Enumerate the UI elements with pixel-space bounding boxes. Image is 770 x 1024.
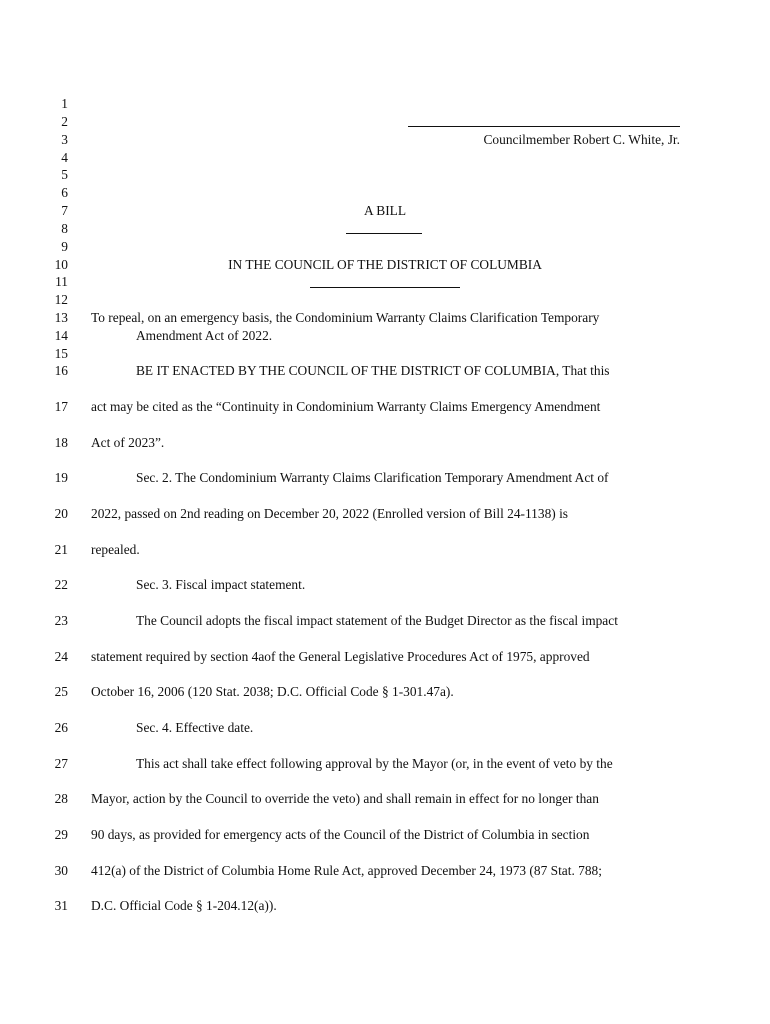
body-line-25: October 16, 2006 (120 Stat. 2038; D.C. Official Code § 1-301.47a).: [91, 684, 454, 699]
line-number-11: 11: [55, 274, 68, 289]
bill-title: A BILL: [363, 203, 407, 218]
line-number-31: 31: [54, 898, 68, 913]
body-line-20: 2022, passed on 2nd reading on December 20, 2022 (Enrolled version of Bill 24-1138) is: [91, 506, 569, 521]
body-line-22: Sec. 3. Fiscal impact statement.: [136, 577, 306, 592]
line-number-14: 14: [54, 328, 68, 343]
line-number-25: 25: [54, 684, 68, 699]
line-number-23: 23: [54, 613, 68, 628]
line-number-8: 8: [61, 221, 68, 236]
body-line-30: 412(a) of the District of Columbia Home Rule Act, approved December 24, 1973 (87 Stat. 788;: [91, 863, 602, 878]
line-number-10: 10: [54, 257, 68, 272]
line-number-5: 5: [61, 167, 68, 182]
council-heading: IN THE COUNCIL OF THE DISTRICT OF COLUMBIA: [228, 257, 542, 272]
sponsor-signature-rule: [408, 126, 680, 127]
body-line-23: The Council adopts the fiscal impact statement of the Budget Director as the fiscal impact: [136, 613, 618, 628]
line-number-13: 13: [54, 310, 68, 325]
body-line-17: act may be cited as the “Continuity in Condominium Warranty Claims Emergency Amendment: [91, 399, 601, 414]
line-number-26: 26: [54, 720, 68, 735]
long-title-line-1: To repeal, on an emergency basis, the Condominium Warranty Claims Clarification Temporary: [91, 310, 600, 325]
line-number-22: 22: [54, 577, 68, 592]
line-number-16: 16: [54, 363, 68, 378]
body-line-16: BE IT ENACTED BY THE COUNCIL OF THE DISTRICT OF COLUMBIA, That this: [136, 363, 610, 378]
line-number-4: 4: [61, 150, 68, 165]
line-number-1: 1: [61, 96, 68, 111]
line-number-3: 3: [61, 132, 68, 147]
body-line-29: 90 days, as provided for emergency acts of the Council of the District of Columbia in section: [91, 827, 590, 842]
line-number-6: 6: [61, 185, 68, 200]
body-line-21: repealed.: [91, 542, 140, 557]
body-line-18: Act of 2023”.: [91, 435, 165, 450]
line-number-30: 30: [54, 863, 68, 878]
body-line-24: statement required by section 4aof the General Legislative Procedures Act of 1975, approved: [91, 649, 590, 664]
line-number-18: 18: [54, 435, 68, 450]
line-number-20: 20: [54, 506, 68, 521]
body-line-26: Sec. 4. Effective date.: [136, 720, 254, 735]
body-line-27: This act shall take effect following approval by the Mayor (or, in the event of veto by the: [136, 756, 613, 771]
council-heading-rule: [310, 287, 460, 288]
line-number-19: 19: [54, 470, 68, 485]
line-number-21: 21: [54, 542, 68, 557]
bill-number-rule: [346, 233, 422, 234]
body-line-31: D.C. Official Code § 1-204.12(a)).: [91, 898, 277, 913]
line-number-15: 15: [54, 346, 68, 361]
line-number-24: 24: [54, 649, 68, 664]
line-number-29: 29: [54, 827, 68, 842]
body-line-19: Sec. 2. The Condominium Warranty Claims Clarification Temporary Amendment Act of: [136, 470, 609, 485]
line-number-9: 9: [61, 239, 68, 254]
long-title-line-2: Amendment Act of 2022.: [136, 328, 273, 343]
sponsor-name: Councilmember Robert C. White, Jr.: [483, 132, 680, 147]
body-line-28: Mayor, action by the Council to override the veto) and shall remain in effect for no longer than: [91, 791, 599, 806]
line-number-28: 28: [54, 791, 68, 806]
line-number-7: 7: [61, 203, 68, 218]
line-number-27: 27: [54, 756, 68, 771]
line-number-12: 12: [54, 292, 68, 307]
line-number-17: 17: [54, 399, 68, 414]
line-number-2: 2: [61, 114, 68, 129]
